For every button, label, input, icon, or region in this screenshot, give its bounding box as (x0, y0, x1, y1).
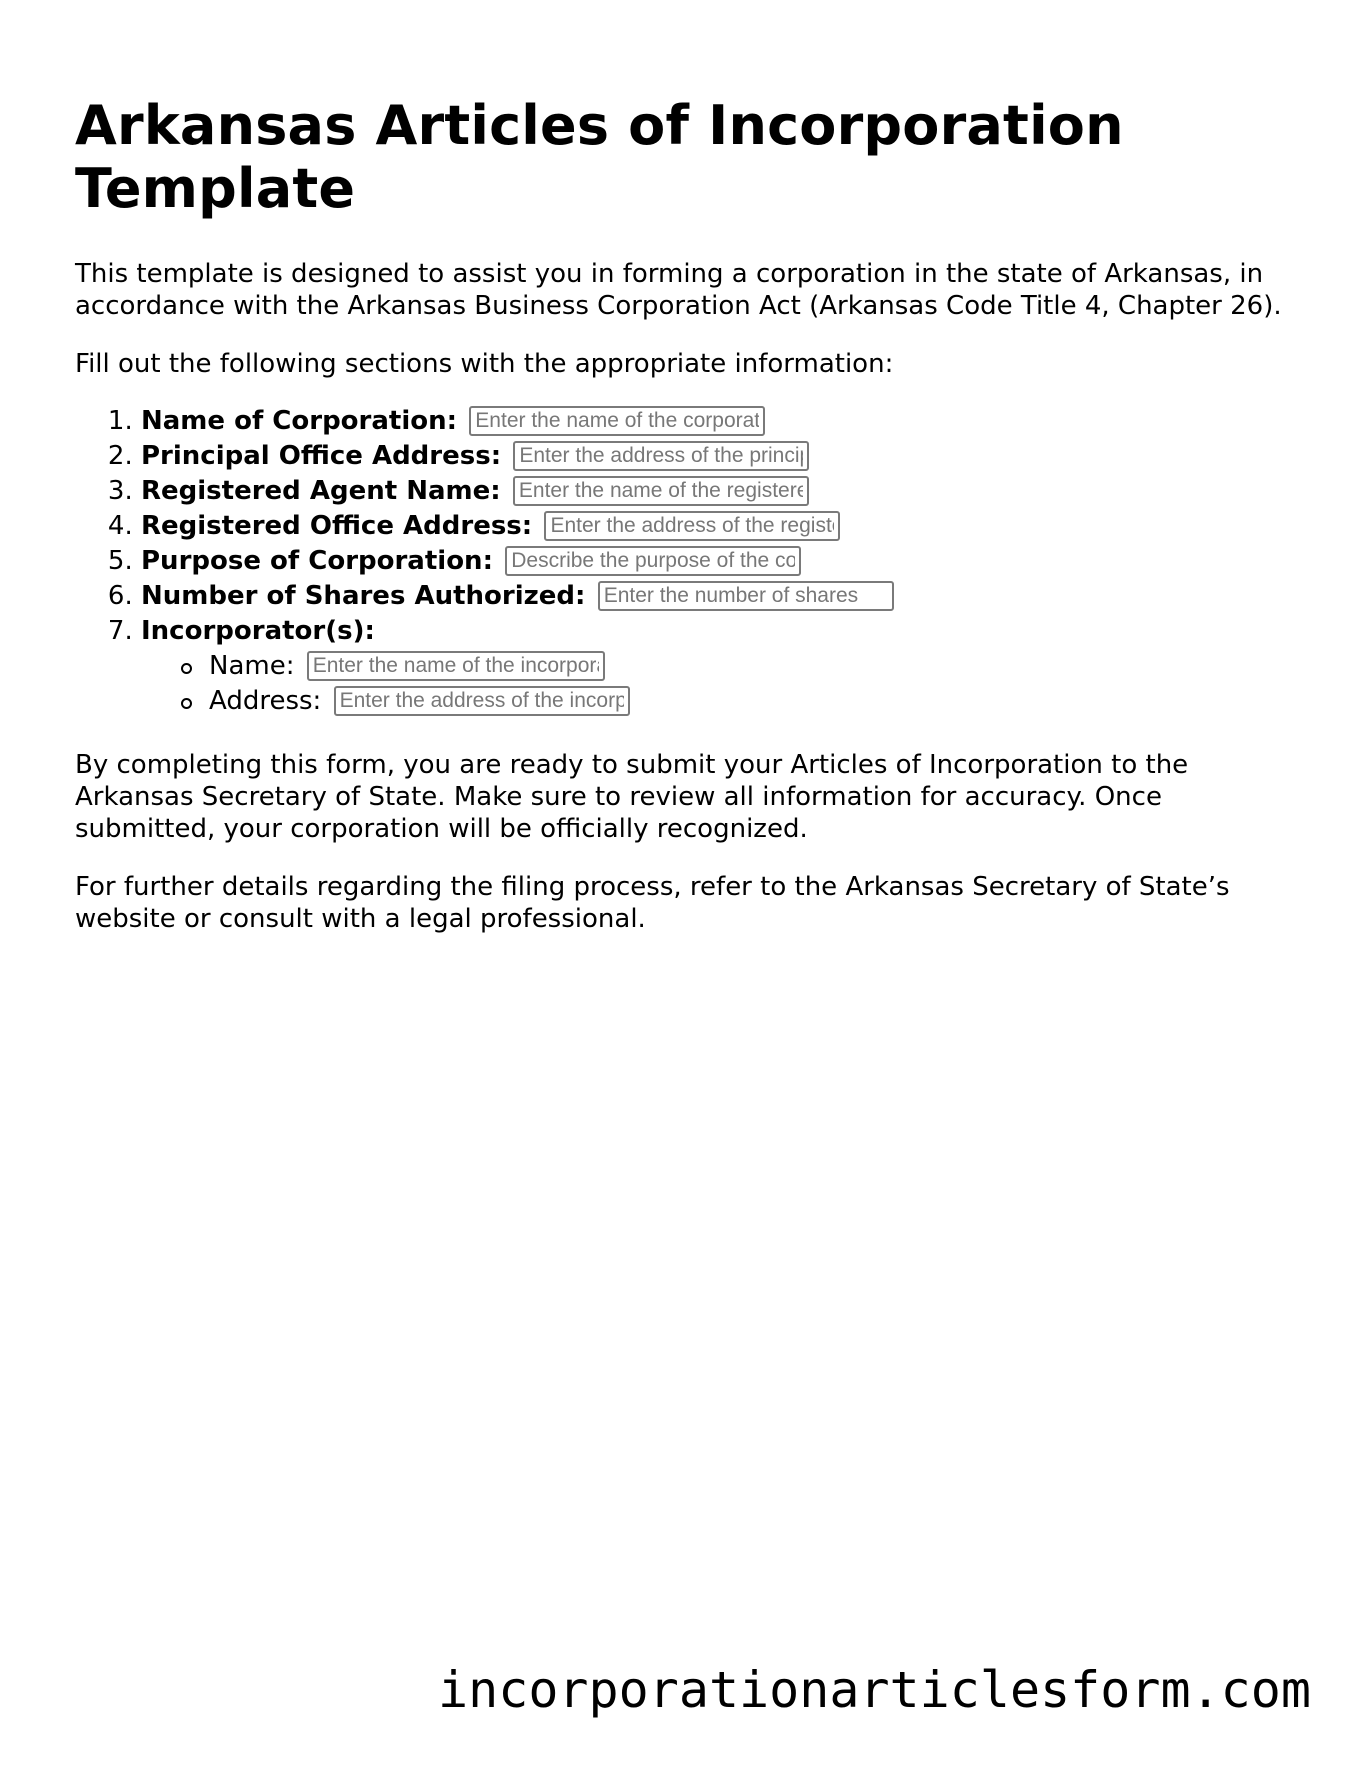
field-label-registered-office-address: Registered Office Address: (141, 511, 533, 541)
shares-authorized-input[interactable] (598, 581, 894, 611)
field-label-incorporators: Incorporator(s): (141, 616, 375, 646)
corporation-name-input[interactable] (469, 406, 765, 436)
principal-office-address-input[interactable] (513, 441, 809, 471)
bullet-icon (181, 698, 192, 709)
intro-paragraph: This template is designed to assist you in forming a corporation in the state of Arkansas, in accordance with the Arkansas Business Corporation Act (Arkansas Code Title 4, Chapter 26). (75, 259, 1282, 321)
incorporator-name-item (209, 649, 1295, 684)
document-body (75, 94, 1295, 935)
field-label-corporation-name: Name of Corporation: (141, 406, 458, 436)
list-item (141, 509, 1295, 544)
registered-office-address-input[interactable] (544, 511, 840, 541)
list-item (141, 544, 1295, 579)
list-item (141, 614, 1295, 719)
list-item (141, 439, 1295, 474)
incorporator-address-item (209, 684, 1295, 719)
bullet-icon (181, 663, 192, 674)
incorporator-name-label: Name: (209, 651, 295, 681)
incorporator-address-input[interactable] (334, 686, 630, 716)
list-item (141, 404, 1295, 439)
further-details-paragraph: For further details regarding the filing process, refer to the Arkansas Secretary of State’s website or consult with a legal professional. (75, 872, 1230, 934)
page-title: Arkansas Articles of Incorporation Template (75, 94, 1124, 220)
field-label-registered-agent-name: Registered Agent Name: (141, 476, 501, 506)
list-item (141, 474, 1295, 509)
form-fields-list (75, 404, 1295, 719)
purpose-input[interactable] (505, 546, 801, 576)
instructions-paragraph: Fill out the following sections with the appropriate information: (75, 349, 894, 379)
footer-watermark: incorporationarticlesform.com (438, 1661, 1311, 1719)
field-label-shares-authorized: Number of Shares Authorized: (141, 581, 586, 611)
incorporator-sublist (141, 649, 1295, 719)
registered-agent-name-input[interactable] (513, 476, 809, 506)
field-label-purpose: Purpose of Corporation: (141, 546, 493, 576)
incorporator-address-label: Address: (209, 686, 322, 716)
incorporator-name-input[interactable] (307, 651, 605, 681)
field-label-principal-office-address: Principal Office Address: (141, 441, 502, 471)
list-item (141, 579, 1295, 614)
closing-paragraph: By completing this form, you are ready to submit your Articles of Incorporation to the Arkansas Secretary of State. Make sure to review all information for accuracy. Once submitted, your corporation will be officially recognized. (75, 750, 1189, 844)
